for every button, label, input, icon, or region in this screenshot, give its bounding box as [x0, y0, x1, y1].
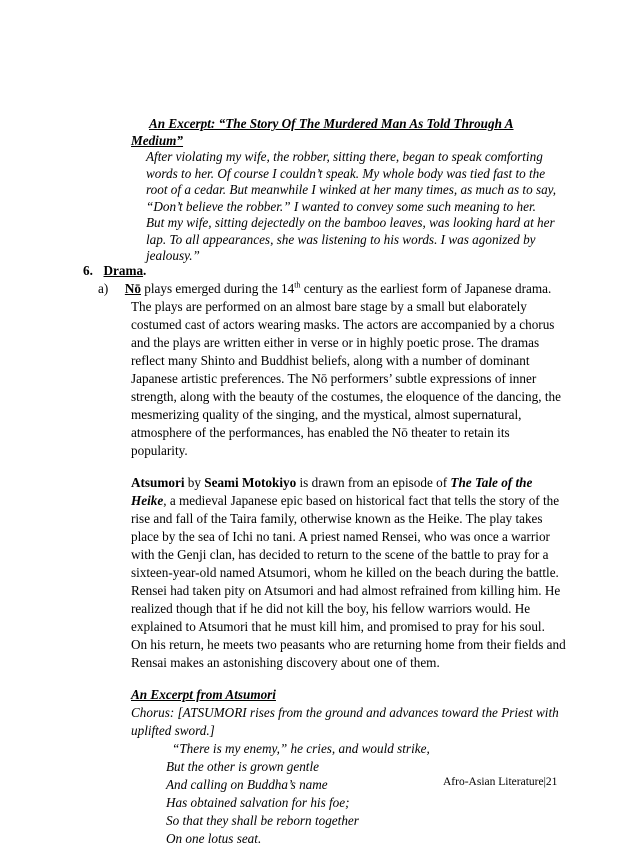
excerpt1-line: root of a cedar. But meanwhile I winked at her many times, as much as to say,	[146, 182, 557, 197]
item-a-line: Japanese artistic preferences. The Nō performers’ subtle expressions of inner	[131, 371, 537, 386]
excerpt1-line: lap. To all appearances, she was listening to his words. I was agonized by	[146, 231, 536, 247]
verse-line: “There is my enemy,” he cries, and would strike,	[172, 741, 430, 756]
atsumori-author: Seami Motokiyo	[204, 475, 297, 490]
excerpt2-title: An Excerpt from Atsumori	[131, 687, 276, 702]
item-a-line: mesmerizing quality of the singing, and the mystical, almost supernatural,	[131, 407, 522, 422]
excerpt1-title-line1: An Excerpt: “The Story Of The Murdered Man As Told Through A	[149, 116, 514, 131]
atsumori-by: by	[184, 475, 205, 490]
atsumori-line: Rensei had taken pity on Atsumori and had almost refrained from killing him. He	[131, 583, 561, 598]
item-a-line: costumed cast of actors wearing masks. The actors are accompanied by a chorus	[131, 317, 555, 332]
atsumori-line: sixteen-year-old named Atsumori, whom he killed on the beach during the battle.	[131, 565, 559, 580]
verse-line: And calling on Buddha’s name	[166, 777, 328, 792]
excerpt1-line: But my wife, sitting dejectedly on the bamboo leaves, was looking hard at her	[146, 215, 555, 230]
verse-line: So that they shall be reborn together	[166, 813, 359, 828]
section-heading	[83, 262, 146, 280]
atsumori-line: place by the sea of Ichi no tani. A priest named Rensei, who was once a warrior	[131, 529, 550, 544]
section-number: 6.	[83, 263, 93, 278]
item-a-text-post: century as the earliest form of Japanese drama.	[300, 281, 552, 296]
atsumori-line: explained to Atsumori that he must kill him, and promised to pray for his soul.	[131, 619, 545, 634]
atsumori-line: realized though that if he did not kill the boy, his fellow warriors would. He	[131, 601, 531, 616]
excerpt1-line: jealousy.”	[146, 248, 200, 263]
item-a-line: reflect many Shinto and Buddhist beliefs, along with a number of dominant	[131, 353, 530, 368]
section-period: .	[143, 263, 147, 278]
atsumori-line: On his return, he meets two peasants who are returning home from their fields and	[131, 637, 566, 652]
page-footer: Afro-Asian Literature|21	[443, 776, 558, 788]
excerpt1-line: words to her. Of course I couldn’t speak. My whole body was tied fast to the	[146, 165, 546, 181]
item-a-line: and the plays are written either in verse or in highly poetic prose. The dramas	[131, 335, 540, 350]
verse-line: On one lotus seat.	[166, 831, 262, 846]
item-a-line: popularity.	[131, 443, 188, 458]
atsumori-first-line	[131, 474, 532, 492]
atsumori-line: rise and fall of the Taira family, otherwise known as the Heike. The play takes	[131, 511, 543, 526]
item-a-text-pre: plays emerged during the 14	[140, 281, 295, 296]
atsumori-line: with the Genji clan, has decided to return to the scene of the battle to pray for a	[131, 547, 549, 562]
no-term: Nō	[124, 281, 141, 296]
excerpt1-line: After violating my wife, the robber, sitting there, began to speak comforting	[146, 149, 543, 164]
item-a-first-line	[98, 280, 551, 298]
atsumori-line2-rest: , a medieval Japanese epic based on historical fact that tells the story of the	[163, 493, 560, 508]
verse-line: Has obtained salvation for his foe;	[166, 795, 350, 810]
atsumori-work: The Tale of the	[450, 475, 533, 490]
excerpt1-title-line2: Medium”	[131, 132, 184, 148]
verse-line: But the other is grown gentle	[166, 759, 319, 774]
excerpt1-line: “Don’t believe the robber.” I wanted to convey some such meaning to her.	[146, 198, 536, 214]
item-a-superscript: th	[294, 280, 301, 290]
chorus-line2: uplifted sword.]	[131, 723, 215, 738]
atsumori-title: Atsumori	[131, 475, 185, 490]
section-title: Drama	[103, 263, 144, 278]
atsumori-second-line	[131, 492, 559, 510]
atsumori-work2: Heike	[131, 493, 164, 508]
atsumori-mid: is drawn from an episode of	[296, 475, 451, 490]
item-a-line: strength, along with the beauty of the costumes, the eloquence of the dancing, the	[131, 389, 561, 404]
item-a-line: atmosphere of the performances, has enabled the Nō theater to retain its	[131, 425, 510, 440]
chorus-line1: Chorus: [ATSUMORI rises from the ground and advances toward the Priest with	[131, 705, 559, 720]
item-a-line: The plays are performed on an almost bare stage by a small but elaborately	[131, 299, 527, 314]
atsumori-line: Rensai makes an astonishing discovery about one of them.	[131, 655, 440, 670]
item-a-marker: a)	[98, 281, 109, 296]
